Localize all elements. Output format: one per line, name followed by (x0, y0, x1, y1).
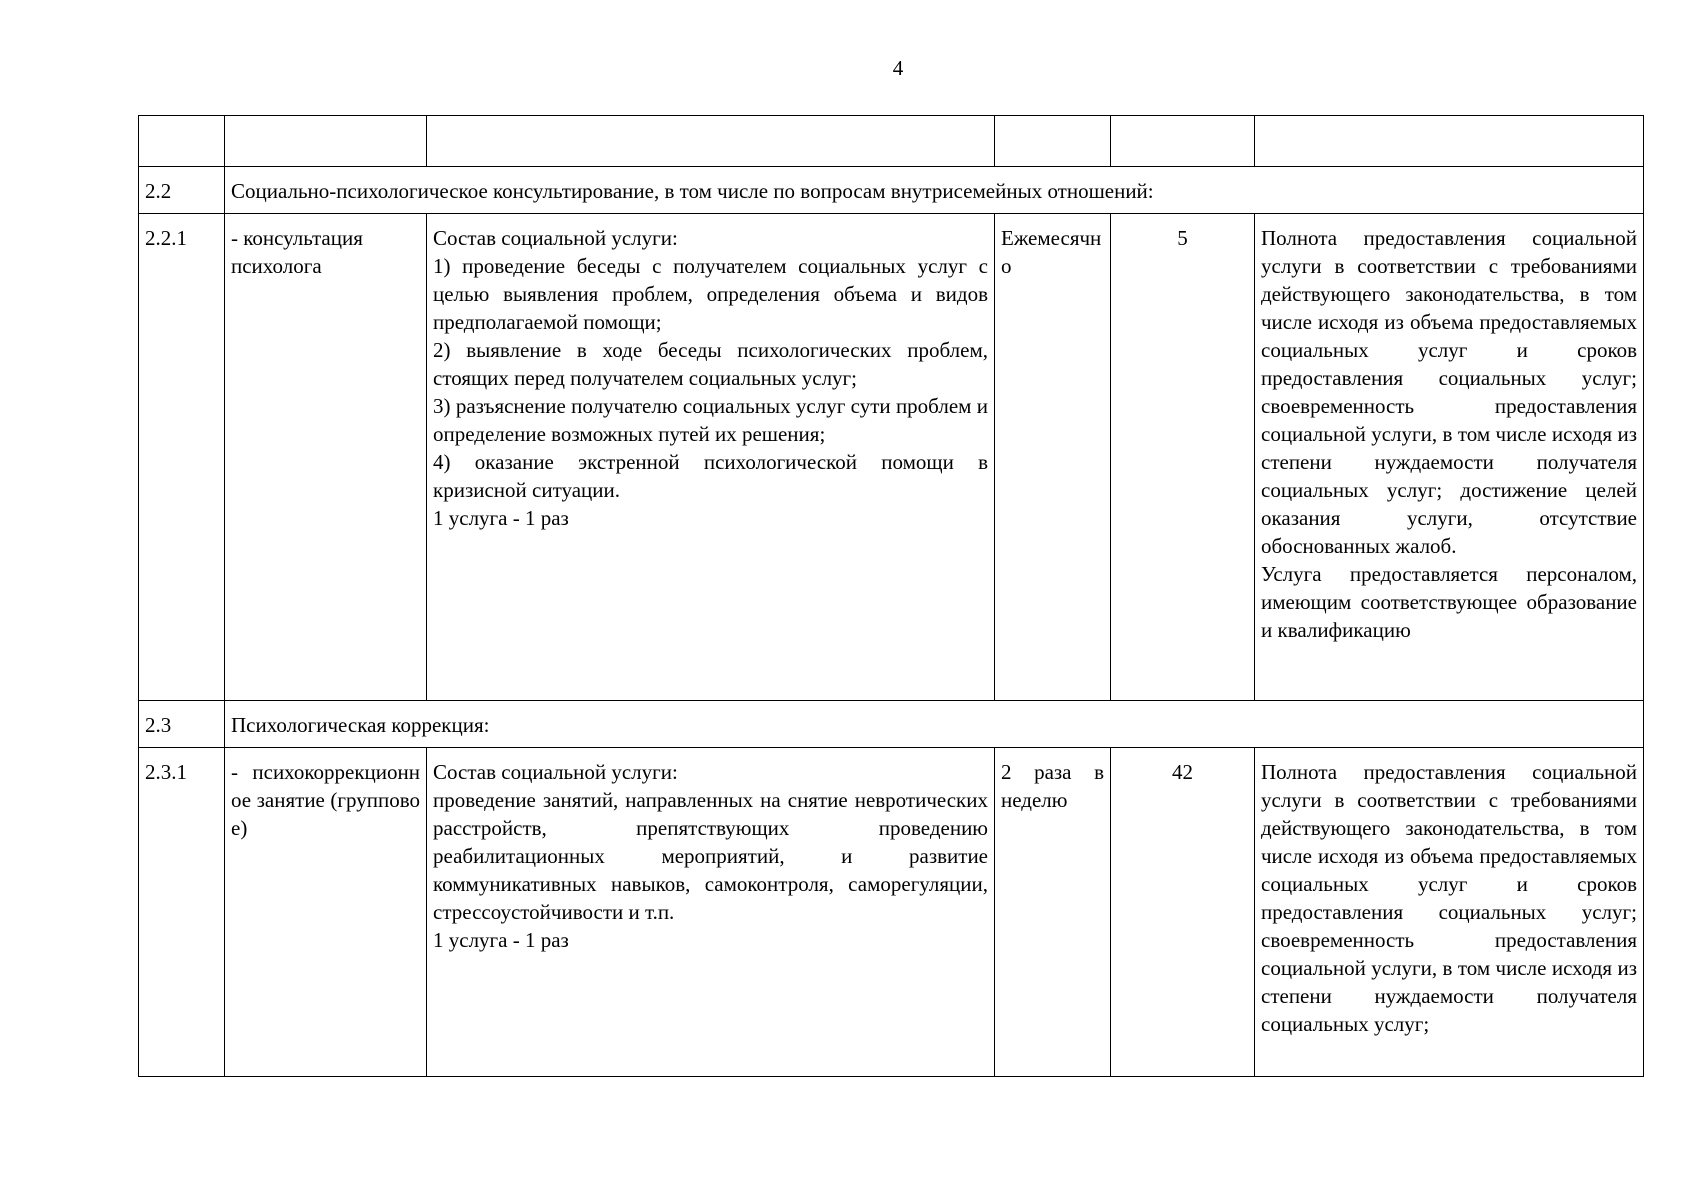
header-cell (1255, 116, 1644, 167)
quality-line: Услуга предоставляется персоналом, имеющим соответствующее образование и квалификацию (1261, 562, 1637, 642)
section-code: 2.2 (139, 167, 225, 214)
item-count: 5 (1111, 214, 1255, 701)
description-line: 4) оказание экстренной психологической помощи в кризисной ситуации. (433, 450, 988, 502)
header-cell (139, 116, 225, 167)
services-table (138, 115, 1644, 1077)
item-code: 2.3.1 (139, 748, 225, 1077)
table-header-row (139, 116, 1644, 167)
item-code: 2.2.1 (139, 214, 225, 701)
description-line: Состав социальной услуги: (433, 760, 678, 784)
description-line: Состав социальной услуги: (433, 226, 678, 250)
header-cell (225, 116, 427, 167)
description-line: 1 услуга - 1 раз (433, 928, 569, 952)
item-frequency: 2 раза в неделю (995, 748, 1111, 1077)
description-line: 2) выявление в ходе беседы психологических проблем, стоящих перед получателем социальных услуг; (433, 338, 988, 390)
description-line: 1 услуга - 1 раз (433, 506, 569, 530)
table-row (139, 748, 1644, 1077)
section-title: Психологическая коррекция: (225, 701, 1644, 748)
description-line: 3) разъяснение получателю социальных услуг сути проблем и определение возможных путей их решения; (433, 394, 988, 446)
item-count: 42 (1111, 748, 1255, 1077)
description-line: проведение занятий, направленных на снятие невротических расстройств, препятствующих проведению реабилитационных мероприятий, и развитие коммуникативных навыков, самоконтроля, саморегуляции, стрессоустойчивости и т.п. (433, 788, 988, 924)
page-number: 4 (892, 56, 904, 80)
item-description (427, 214, 995, 701)
item-description (427, 748, 995, 1077)
quality-line: Полнота предоставления социальной услуги в соответствии с требованиями действующего законодательства, в том числе исходя из объема предоставляемых социальных услуг и сроков предоставления социальных услуг; своевременность предоставления социальной услуги, в том числе исходя из степени нуждаемости получателя социальных услуг; достижение целей оказания услуги, отсутствие обоснованных жалоб. (1261, 226, 1637, 558)
table-row (139, 214, 1644, 701)
section-title: Социально-психологическое консультирование, в том числе по вопросам внутрисемейных отношений: (225, 167, 1644, 214)
item-name: - консультация психолога (225, 214, 427, 701)
item-quality (1255, 748, 1644, 1077)
header-cell (1111, 116, 1255, 167)
header-cell (995, 116, 1111, 167)
description-line: 1) проведение беседы с получателем социальных услуг с целью выявления проблем, определения объема и видов предполагаемой помощи; (433, 254, 988, 334)
quality-line: Полнота предоставления социальной услуги в соответствии с требованиями действующего законодательства, в том числе исходя из объема предоставляемых социальных услуг и сроков предоставления социальных услуг; своевременность предоставления социальной услуги, в том числе исходя из степени нуждаемости получателя социальных услуг; (1261, 760, 1637, 1036)
section-row (139, 701, 1644, 748)
header-cell (427, 116, 995, 167)
section-row (139, 167, 1644, 214)
section-code: 2.3 (139, 701, 225, 748)
item-name: - психокоррекционное занятие (групповое) (225, 748, 427, 1077)
item-frequency: Ежемесячно (995, 214, 1111, 701)
item-quality (1255, 214, 1644, 701)
